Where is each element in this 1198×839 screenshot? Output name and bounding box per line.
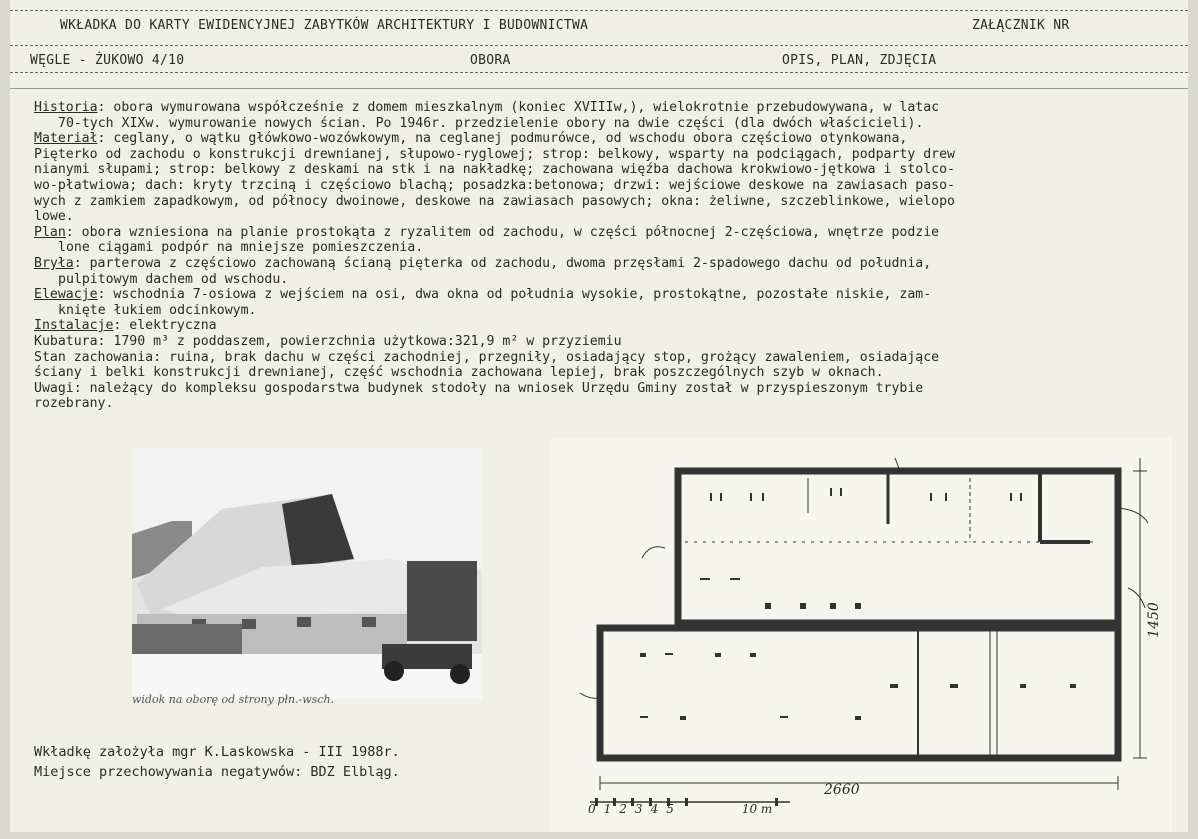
section-text: : wschodnia 7-osiowa z wejściem na osi, dwa okna od południa wysokie, prostokątne, pozostałe niskie, zam- [97, 287, 932, 303]
header-mid-rule [10, 45, 1188, 46]
plan-width-dimension: 2660 [824, 782, 860, 798]
section-text: wo-płatwiowa; dach: kryty trzciną i częściowo blachą; posadzka:betonowa; drzwi: wejściowe deskowe na zawiasach paso- [34, 177, 955, 193]
description-line [34, 381, 1184, 397]
description-text [34, 100, 1184, 412]
plan-height-dimension: 1450 [1145, 602, 1162, 638]
section-text: Pięterko od zachodu o konstrukcji drewnianej, słupowo-ryglowej; strop: belkowy, wsparty na podciągach, podparty drew [34, 146, 955, 162]
header-top-rule [10, 10, 1188, 11]
scale-label-2: 2 [619, 802, 627, 816]
description-line [34, 194, 1184, 210]
description-line [34, 240, 1184, 256]
section-text: knięte łukiem odcinkowym. [58, 302, 257, 318]
section-key: Bryła [34, 255, 74, 271]
description-line [34, 116, 1184, 132]
section-text: pulpitowym dachem od wschodu. [58, 271, 289, 287]
description-line [34, 209, 1184, 225]
section-key: Historia [34, 100, 98, 115]
section-text: : ceglany, o wątku główkowo-wozówkowym, na ceglanej podmurówce, od wschodu obora częściowo otynkowana, [97, 131, 908, 147]
barn-photo [132, 449, 482, 699]
document-sheet [10, 0, 1188, 832]
section-key: Plan [34, 224, 66, 240]
description-line [34, 256, 1184, 272]
attachment-label: ZAŁĄCZNIK NR [972, 18, 1070, 33]
description-line [34, 147, 1184, 163]
floor-plan-drawing [550, 438, 1172, 832]
description-line [34, 100, 1184, 116]
description-line [34, 178, 1184, 194]
section-text: : obora wzniesiona na planie prostokąta z ryzalitem od zachodu, w części północnej 2-częściowa, wnętrze podzie [65, 224, 940, 240]
scale-label-1: 1 [603, 802, 612, 816]
section-key: Instalacje [34, 318, 114, 334]
footer-author: Wkładkę założyła mgr K.Laskowska - III 1988r. [34, 744, 400, 760]
scale-label-3: 3 [634, 802, 643, 816]
section-key: Materiał [34, 131, 98, 147]
footer-negatives: Miejsce przechowywania negatywów: BDZ Elbląg. [34, 764, 400, 780]
scale-label-4: 4 [650, 802, 659, 816]
header-bottom-rule [10, 72, 1188, 73]
scale-label-0: 0 [588, 802, 596, 816]
section-text: nianymi słupami; strop: belkowy z deskami na stk i na nakładkę; zachowana więźba dachowa krokwiowo-jętkowa i stolco- [34, 162, 955, 178]
section-text: lone ciągami podpór na mniejsze pomieszczenia. [58, 240, 424, 256]
object-label: OBORA [470, 53, 511, 68]
section-text: : parterowa z częściowo zachowaną ścianą pięterka od zachodu, dwoma przęsłami 2-spadowego dachu od południa, [73, 255, 932, 271]
body-rule [10, 88, 1188, 89]
section-text: 70-tych XIXw. wymurowanie nowych ścian. Po 1946r. przedzielenie obory na dwie części (dla dwóch właścicieli). [58, 115, 924, 131]
description-line [34, 131, 1184, 147]
section-text: Uwagi: należący do kompleksu gospodarstwa budynek stodoły na wniosek Urzędu Gminy został w przyspieszonym trybie [34, 380, 924, 396]
floor-plan [550, 438, 1172, 832]
description-line [34, 162, 1184, 178]
description-line [34, 350, 1184, 366]
photo-caption: widok na oborę od strony płn.-wsch. [132, 693, 335, 706]
description-line [34, 225, 1184, 241]
section-text: ściany i belki konstrukcji drewnianej, część wschodnia zachowana lepiej, brak poszczególnych szyb w oknach. [34, 365, 884, 381]
description-line [34, 287, 1184, 303]
description-line [34, 303, 1184, 319]
section-text: : elektryczna [113, 318, 217, 334]
description-line [34, 318, 1184, 334]
section-text: : obora wymurowana współcześnie z domem mieszkalnym (koniec XVIIIw,), wielokrotnie przebudowywana, w latac [97, 100, 940, 115]
section-text: lowe. [34, 209, 74, 225]
description-line [34, 365, 1184, 381]
section-text: Stan zachowania: ruina, brak dachu w części zachodniej, przegniły, osiadający stop, grożący zawaleniem, osiadające [34, 349, 940, 365]
description-line [34, 334, 1184, 350]
header-title: WKŁADKA DO KARTY EWIDENCYJNEJ ZABYTKÓW ARCHITEKTURY I BUDOWNICTWA [60, 18, 589, 33]
section-key: Elewacje [34, 287, 98, 303]
section-text: Kubatura: 1790 m³ z poddaszem, powierzchnia użytkowa:321,9 m² w przyziemiu [34, 333, 622, 349]
barn-photo-image [132, 449, 482, 699]
description-line [34, 396, 1184, 412]
description-line [34, 272, 1184, 288]
location-label: WĘGLE - ŻUKOWO 4/10 [30, 53, 185, 68]
section-text: wych z zamkiem zapadkowym, od północy dwoinowe, deskowe na zawiasach pasowych; okna: żeliwne, szczeblinkowe, wielopo [34, 193, 955, 209]
scale-label-5: 5 [666, 802, 674, 816]
scale-label-10: 10 m [741, 802, 773, 816]
scale-labels [588, 802, 772, 816]
section-label: OPIS, PLAN, ZDJĘCIA [782, 53, 937, 68]
section-text: rozebrany. [34, 396, 114, 412]
